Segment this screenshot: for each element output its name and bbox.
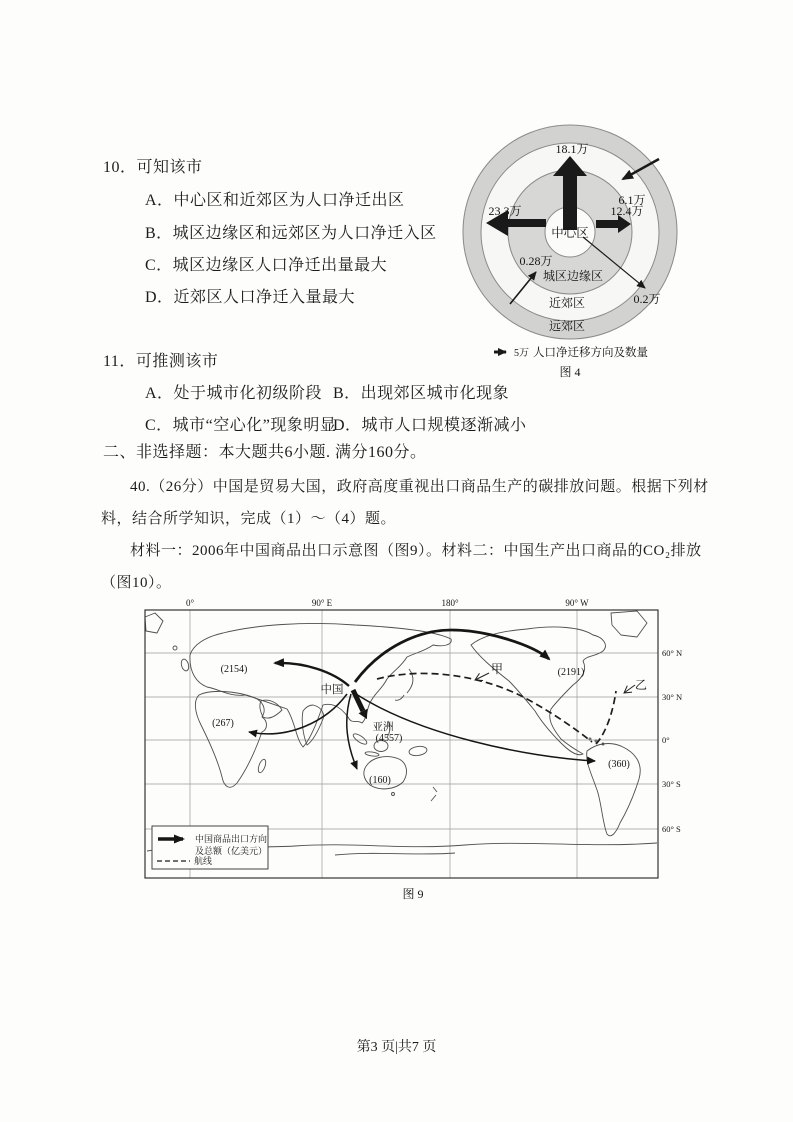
q40-line-2: 料，结合所学知识，完成（1）～（4）题。 xyxy=(101,511,397,527)
label-near-suburb: 近郊区 xyxy=(548,296,586,310)
label-urban-fringe: 城区边缘区 xyxy=(542,269,604,283)
section-2-header: 二、非选择题：本大题共6小题. 满分160分。 xyxy=(103,444,427,461)
value-right: 12.4万 xyxy=(610,204,644,218)
question-10-stem: 10．可知该市 xyxy=(103,159,203,176)
lon-0: 0° xyxy=(185,598,195,608)
label-jia: 甲 xyxy=(490,662,504,676)
arrow-to-europe xyxy=(275,663,349,686)
lon-180: 180° xyxy=(441,598,459,608)
arrow-to-australia xyxy=(347,694,357,769)
q11-option-b: B．出现郊区城市化现象 xyxy=(333,385,510,402)
route-atlantic xyxy=(596,691,616,744)
value-up: 18.1万 xyxy=(555,142,589,156)
value-africa: (267) xyxy=(212,718,234,729)
value-left: 23.3万 xyxy=(488,204,522,218)
south-america-outline xyxy=(587,744,641,836)
fig9-legend xyxy=(152,826,268,869)
legend-label: 人口净迁移方向及数量 xyxy=(533,347,648,359)
java-outline xyxy=(365,751,379,757)
value-asia: (4557) xyxy=(375,733,403,744)
lat-30s: 30° S xyxy=(662,779,681,789)
north-america-outline xyxy=(471,627,605,755)
lat-60n: 60° N xyxy=(662,648,683,658)
q11-option-d: D．城市人口规模逐渐减小 xyxy=(333,417,527,434)
africa-outline xyxy=(195,691,266,787)
page-footer: 第3 页|共7 页 xyxy=(356,1040,437,1055)
fig4-legend xyxy=(494,345,648,359)
iceland-outline xyxy=(173,646,177,650)
arrow-to-asia-shaft xyxy=(353,690,363,711)
greenland-west-sliver xyxy=(145,613,163,633)
label-asia: 亚洲 xyxy=(372,722,394,733)
value-europe: (2154) xyxy=(220,664,248,675)
figure-4-caption: 图 4 xyxy=(559,365,581,379)
q10-option-d: D．近郊区人口净迁入量最大 xyxy=(145,289,356,306)
legend-route-label: 航线 xyxy=(194,856,213,866)
lat-30n: 30° N xyxy=(662,692,683,702)
latitude-labels xyxy=(662,648,682,834)
jia-leader-arrow xyxy=(475,673,489,680)
uk-outline xyxy=(180,658,190,671)
route-pacific xyxy=(377,673,592,742)
new-zealand-outline xyxy=(431,787,437,801)
sumatra-outline xyxy=(352,732,369,746)
shipping-routes xyxy=(377,673,616,744)
legend-scale-value: 5万 xyxy=(514,348,529,359)
q40-line-4: （图10）。 xyxy=(101,575,172,591)
legend-line2: 及总额（亿美元） xyxy=(195,846,268,856)
arrow-to-north-america xyxy=(355,630,549,682)
greenland-outline xyxy=(611,611,647,637)
value-bottomleft: 0.28万 xyxy=(519,254,553,268)
label-yi: 乙 xyxy=(634,678,648,692)
lat-60s: 60° S xyxy=(662,824,681,834)
label-center-district: 中心区 xyxy=(551,226,589,240)
lon-90w: 90° W xyxy=(565,598,589,608)
q11-option-a: A．处于城市化初级阶段 xyxy=(145,385,323,402)
new-guinea-outline xyxy=(408,745,427,756)
label-china: 中国 xyxy=(320,684,344,696)
india-outline xyxy=(302,705,323,745)
map-labels xyxy=(212,662,647,786)
q10-option-a: A．中心区和近郊区为人口净迁出区 xyxy=(145,192,405,209)
value-australia: (160) xyxy=(369,775,391,786)
q10-option-c: C．城区边缘区人口净迁出量最大 xyxy=(145,257,388,274)
value-north-america: (2191) xyxy=(557,667,585,678)
question-11-stem: 11．可推测该市 xyxy=(103,353,219,370)
label-outer-suburb: 远郊区 xyxy=(548,319,586,333)
figure-9-caption: 图 9 xyxy=(402,887,424,901)
lat-0: 0° xyxy=(662,735,670,745)
lon-90e: 90° E xyxy=(311,598,333,608)
longitude-labels xyxy=(186,598,589,608)
yi-leader-arrow xyxy=(624,685,635,693)
legend-line1: 中国商品出口方向 xyxy=(195,834,268,844)
value-south-america: (360) xyxy=(608,759,630,770)
q10-option-b: B．城区边缘区和远郊区为人口净迁入区 xyxy=(145,225,437,242)
q11-option-c: C．城市“空心化”现象明显 xyxy=(145,417,337,434)
q40-line-1: 40.（26分）中国是贸易大国，政府高度重视出口商品生产的碳排放问题。根据下列材 xyxy=(130,479,709,495)
madagascar-outline xyxy=(257,758,267,773)
figure-9-map xyxy=(135,593,695,910)
figure-4-diagram xyxy=(430,112,690,387)
q40-line-3: 材料一：2006年中国商品出口示意图（图9）。材料二：中国生产出口商品的CO₂排放 xyxy=(130,543,702,559)
tasmania-outline xyxy=(392,793,395,796)
value-topright: 6.1万 xyxy=(618,193,646,207)
value-bottomright: 0.2万 xyxy=(633,292,661,306)
